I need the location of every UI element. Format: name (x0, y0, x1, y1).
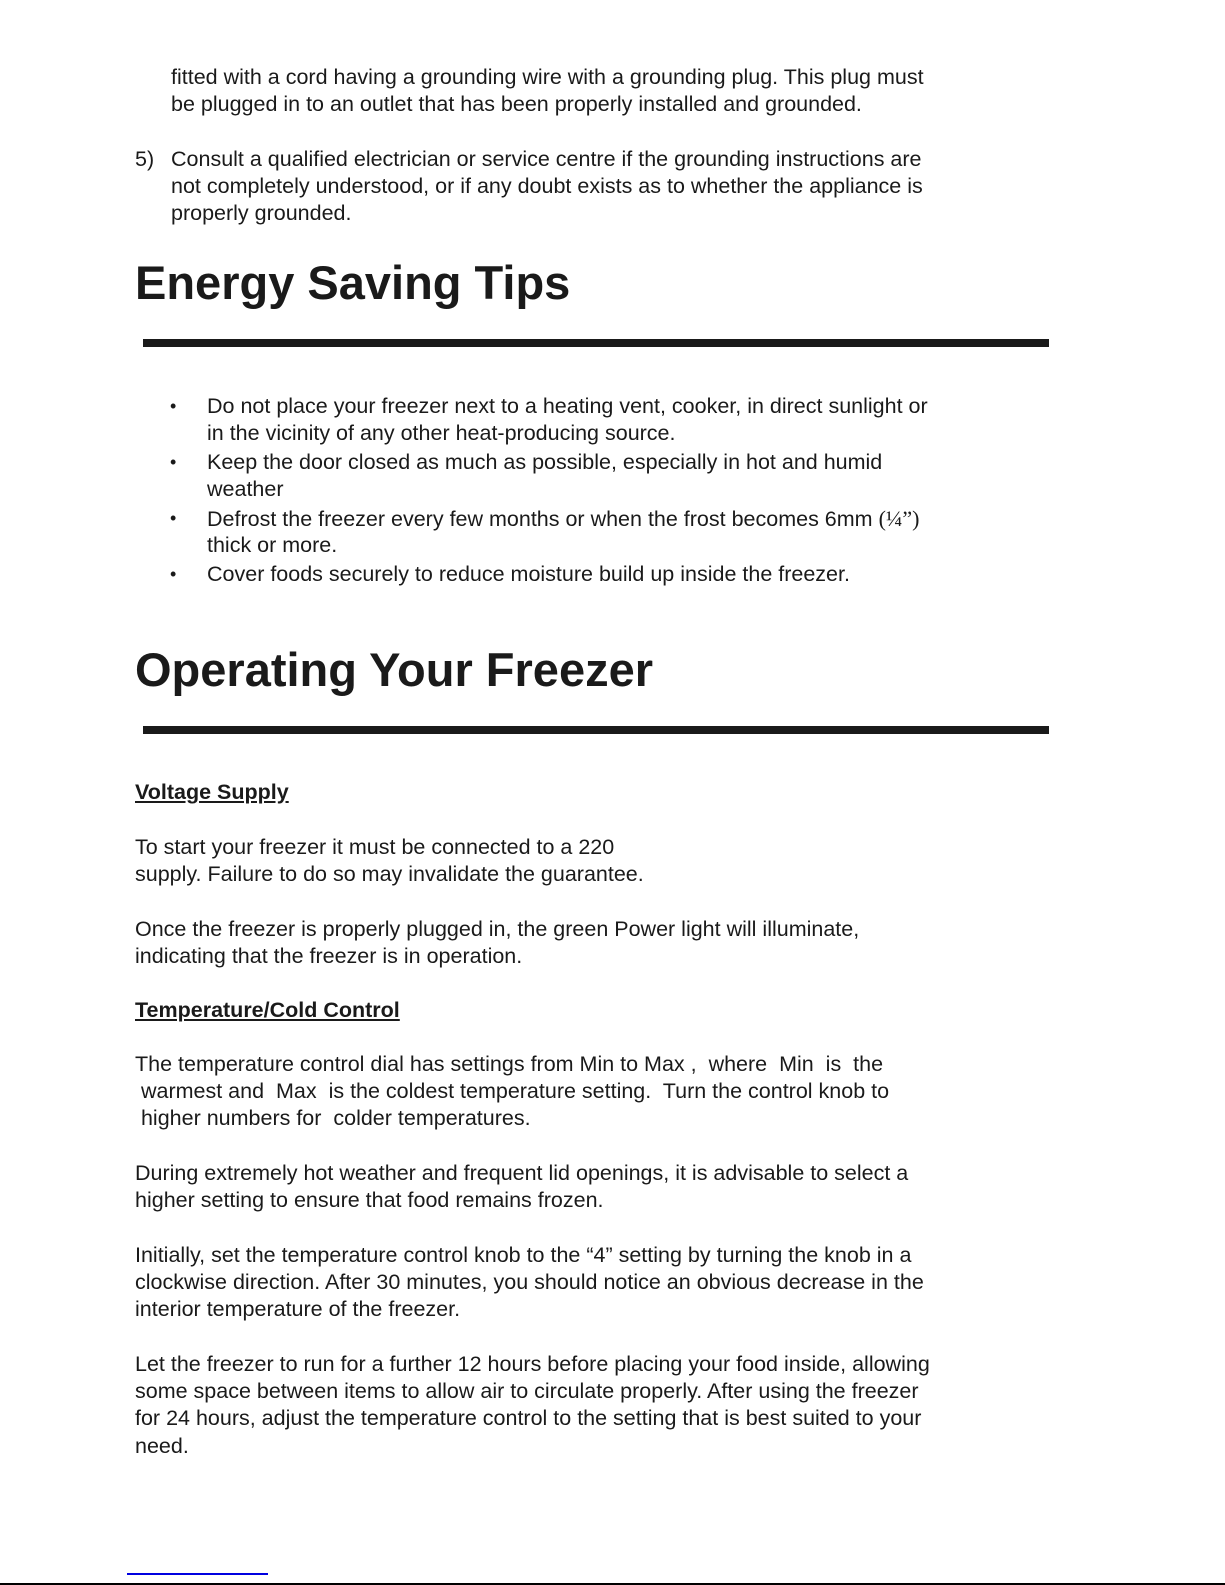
link-underline (127, 1573, 268, 1575)
food-placement-paragraph: Let the freezer to run for a further 12 hours before placing your food inside, allowing some space between items to allow air to circulate properly. After using the freezer for 24 hours, adjust the temperature control to the setting that is best suited to your need. (135, 1352, 930, 1458)
voltage-paragraph: To start your freezer it must be connected to a 220 supply. Failure to do so may invalidate the guarantee. (135, 835, 644, 887)
bullet-icon: • (170, 508, 177, 528)
bullet-icon: • (170, 564, 177, 584)
initial-setting-paragraph: Initially, set the temperature control knob to the “4” setting by turning the knob in a clockwise direction. After 30 minutes, you should notice an obvious decrease in the interior temperature of the freezer. (135, 1243, 924, 1322)
tip-item: Do not place your freezer next to a heating vent, cooker, in direct sunlight or in the vicinity of any other heat-producing source. (207, 394, 928, 446)
tip-item: Cover foods securely to reduce moisture build up inside the freezer. (207, 562, 850, 586)
fraction: (¼”) (878, 506, 920, 531)
tip-text: Defrost the freezer every few months or when the frost becomes 6mm (207, 507, 879, 531)
section-divider (143, 726, 1049, 734)
grounding-continuation: fitted with a cord having a grounding wire with a grounding plug. This plug must be plugged in to an outlet that has been properly installed and grounded. (171, 65, 924, 117)
hot-weather-paragraph: During extremely hot weather and frequent lid openings, it is advisable to select a higher setting to ensure that food remains frozen. (135, 1161, 909, 1213)
operating-heading: Operating Your Freezer (135, 643, 654, 696)
temperature-paragraph: The temperature control dial has settings from Min to Max , where Min is the warmest and Max is the coldest temperature setting. Turn the control knob to higher numbers for colder temperatures. (135, 1052, 890, 1131)
bullet-icon: • (170, 396, 177, 416)
tip-item-continuation: thick or more. (207, 533, 338, 557)
section-divider (143, 339, 1049, 347)
energy-saving-heading: Energy Saving Tips (135, 256, 571, 309)
power-light-paragraph: Once the freezer is properly plugged in, the green Power light will illuminate, indicating that the freezer is in operation. (135, 917, 860, 969)
bullet-icon: • (170, 452, 177, 472)
grounding-item-5: Consult a qualified electrician or service centre if the grounding instructions are not completely understood, or if any doubt exists as to whether the appliance is properly grounded. (171, 147, 923, 226)
temperature-control-heading: Temperature/Cold Control (135, 998, 400, 1022)
voltage-supply-heading: Voltage Supply (135, 780, 289, 804)
tip-item: Keep the door closed as much as possible, especially in hot and humid weather (207, 450, 883, 502)
tip-item (207, 505, 919, 533)
item-number: 5) (135, 147, 155, 171)
